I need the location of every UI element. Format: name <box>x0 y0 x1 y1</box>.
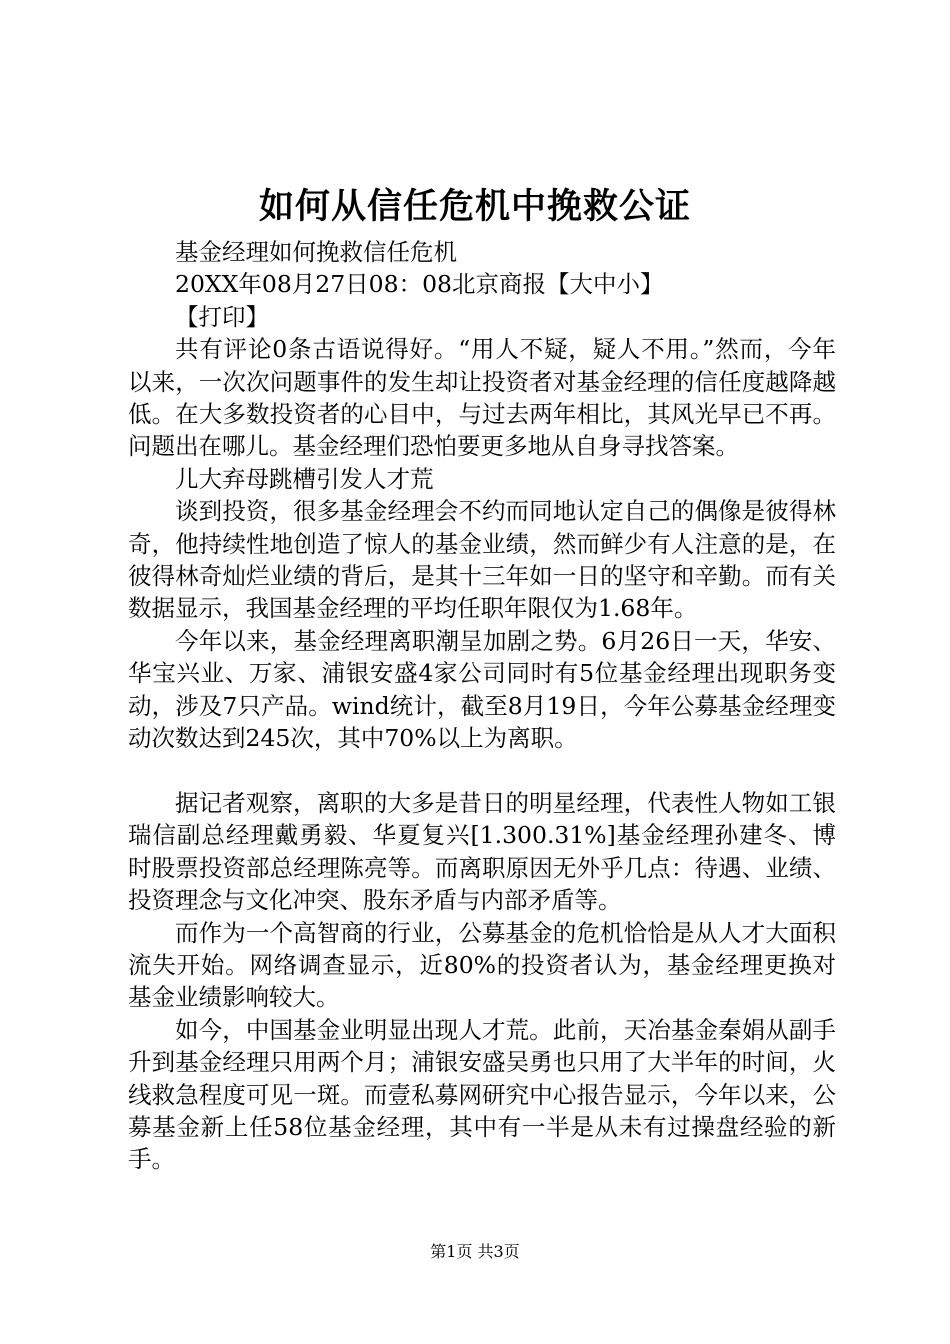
body-paragraph: 而作为一个高智商的行业，公募基金的危机恰恰是从人才大面积流失开始。网络调查显示，近80%的投资者认为，基金经理更换对基金业绩影响较大。 <box>128 918 836 1012</box>
intro-paragraph: 共有评论0条古语说得好。“用人不疑，疑人不用。”然而，今年以来，一次次问题事件的发生却让投资者对基金经理的信任度越降越低。在大多数投资者的心目中，与过去两年相比，其风光早已不再。问题出在哪儿。基金经理们恐怕要更多地从自身寻找答案。 <box>128 335 836 461</box>
page-number-footer: 第1页 共3页 <box>430 1242 520 1261</box>
document-body <box>128 236 836 1176</box>
body-paragraph: 今年以来，基金经理离职潮呈加剧之势。6月26日一天，华安、华宝兴业、万家、浦银安盛4家公司同时有5位基金经理出现职务变动，涉及7只产品。wind统计，截至8月19日，今年公募基金经理变动次数达到245次，其中70%以上为离职。 <box>128 626 836 753</box>
print-paragraph: 【打印】 <box>175 302 269 331</box>
dateline-paragraph: 20XX年08月27日08：08北京商报【大中小】 <box>175 270 664 299</box>
subtitle-paragraph: 基金经理如何挽救信任危机 <box>175 238 457 266</box>
body-paragraph: 如今，中国基金业明显出现人才荒。此前，天冶基金秦娟从副手升到基金经理只用两个月；浦银安盛吴勇也只用了大半年的时间，火线救急程度可见一斑。而壹私募网研究中心报告显示，今年以来，公募基金新上任58位基金经理，其中有一半是从未有过操盘经验的新手。 <box>128 1015 836 1174</box>
document-title: 如何从信任危机中挽救公证 <box>258 186 691 227</box>
body-paragraph: 谈到投资，很多基金经理会不约而同地认定自己的偶像是彼得林奇，他持续性地创造了惊人的基金业绩，然而鲜少有人注意的是，在彼得林奇灿烂业绩的背后，是其十三年如一日的坚守和辛勤。而有关数据显示，我国基金经理的平均任职年限仅为1.68年。 <box>128 497 836 623</box>
section-heading: 儿大弃母跳槽引发人才荒 <box>175 464 434 493</box>
body-paragraph: 据记者观察，离职的大多是昔日的明星经理，代表性人物如工银瑞信副总经理戴勇毅、华夏复兴[1.300.31%]基金经理孙建冬、博时股票投资部总经理陈亮等。而离职原因无外乎几点：待遇、业绩、投资理念与文化冲突、股东矛盾与内部矛盾等。 <box>128 788 836 915</box>
